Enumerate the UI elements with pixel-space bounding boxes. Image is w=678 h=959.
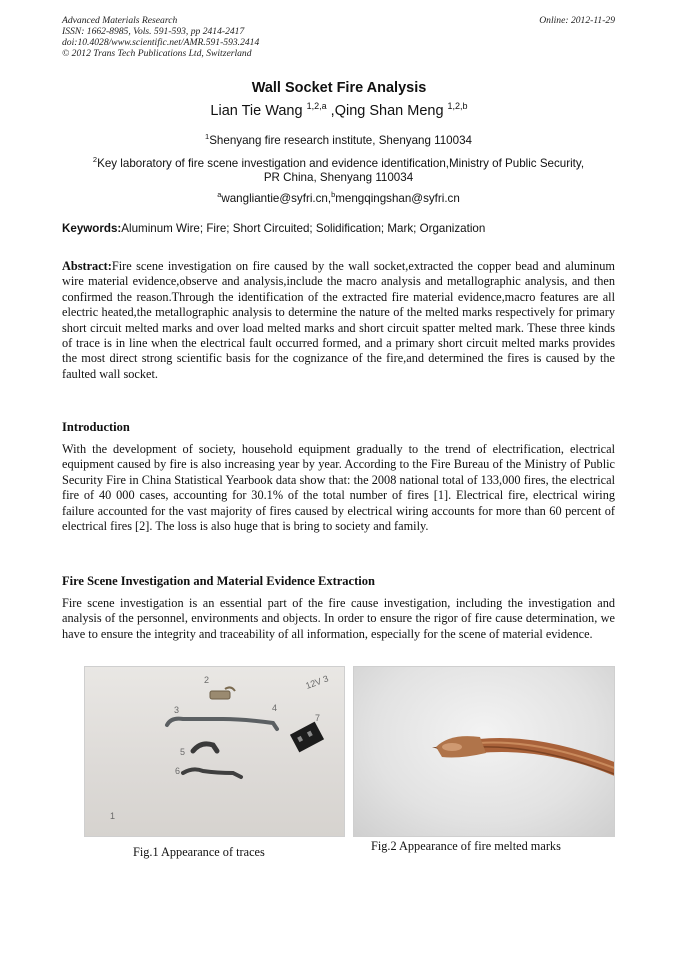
abstract	[62, 259, 615, 382]
figure-2-image	[353, 666, 615, 837]
figure-1-caption: Fig.1 Appearance of traces	[133, 845, 265, 859]
keywords-text: Aluminum Wire; Fire; Short Circuited; Solidification; Mark; Organization	[121, 222, 486, 235]
intro-heading: Introduction	[62, 420, 130, 434]
paper-title: Wall Socket Fire Analysis	[251, 80, 427, 96]
author-2-name: Qing Shan Meng	[334, 102, 448, 119]
affiliation-2-sup: 2	[92, 155, 98, 164]
bottom-wire-trace	[183, 769, 241, 777]
email-a-sup: a	[217, 190, 222, 199]
long-wire-trace	[167, 719, 277, 729]
journal-copyright: © 2012 Trans Tech Publications Ltd, Switzerland	[62, 48, 252, 59]
affiliation-2-line2: PR China, Shenyang 110034	[263, 170, 414, 184]
journal-name: Advanced Materials Research	[62, 15, 178, 26]
copper-wire	[479, 738, 614, 777]
abstract-text: Fire scene investigation on fire caused by the wall socket,extracted the copper bead and aluminum wire material evidence,observe and analysis,include the macro analysis and metallographic analysis, and then confirmed the reason.Through the identification of the extracted fire material evidence,macro features are all electric heated,the metallographic analysis to determine the nature of the melted marks respectively for primary short circuit melted marks and over load melted marks and short circuit spatter melted mark. These three kinds of trace is in line when the electrical fault occurred formed, and a primary short circuit melted marks provides the most direct strong scientific basis for the cognizance of the fire,and determined the fires is caused by the faulted wall socket.	[62, 259, 615, 381]
pen-mark-5: 5	[180, 747, 186, 757]
email-b-sup: b	[331, 190, 336, 199]
affiliation-1-sup: 1	[205, 132, 210, 141]
pen-mark-1: 1	[110, 811, 116, 821]
affiliation-1	[62, 130, 615, 148]
pen-mark-7: 7	[315, 713, 321, 723]
author-2-sup: 1,2,b	[447, 101, 468, 111]
figure-2-caption: Fig.2 Appearance of fire melted marks	[371, 839, 561, 853]
metal-clip-trace	[210, 687, 235, 699]
pen-mark-2: 2	[204, 675, 210, 685]
figure-1-image	[84, 666, 345, 837]
pen-mark-6: 6	[175, 766, 181, 776]
keywords-label: Keywords:	[62, 222, 122, 235]
affiliation-2-line1: Key laboratory of fire scene investigation and evidence identification,Ministry of Public Security,	[97, 156, 585, 170]
email-a: wangliantie@syfri.cn,	[221, 191, 332, 205]
emails	[62, 188, 615, 206]
author-line	[0, 101, 678, 119]
journal-doi: doi:10.4028/www.scientific.net/AMR.591-593.2414	[62, 37, 260, 48]
affiliation-1-text: Shenyang fire research institute, Shenyang 110034	[209, 133, 472, 147]
figure-1-drawing	[85, 667, 344, 836]
figure-2-drawing	[354, 667, 614, 836]
bent-wire-trace	[193, 744, 217, 751]
journal-header	[62, 15, 615, 59]
pen-mark-4: 4	[272, 703, 278, 713]
abstract-label: Abstract:	[62, 259, 112, 273]
pen-mark-3: 3	[174, 705, 180, 715]
author-1-sup: 1,2,a	[306, 101, 327, 111]
socket-fragment-trace	[290, 722, 324, 753]
section2-text: Fire scene investigation is an essential part of the fire cause investigation, including the investigation and analysis of the personnel, environments and objects. In order to ensure the rigor of fire cause determination, we have to ensure the integrity and traceability of all information, especially for the scene of material evidence.	[62, 596, 615, 641]
journal-issn: ISSN: 1662-8985, Vols. 591-593, pp 2414-2417	[62, 26, 245, 37]
email-b: mengqingshan@syfri.cn	[335, 191, 460, 205]
author-separator: ,	[326, 102, 335, 119]
intro-text: With the development of society, household equipment gradually to the trend of electrification, electrical equipment caused by fire is also increasing year by year. According to the Fire Bureau of the Ministry of Public Security Fire in China Statistical Yearbook data show that: the 2008 national total of 133,000 fires, the electrical fire of 40 000 cases, accounting for 30.1% of the total number of fires [1]. Electrical fire, electrical wiring failure accounted for the vast majority of fires caused by electrical wiring accounts for more than 60 percent of electrical fires [2]. The loss is also huge that is bring to society and family.	[62, 442, 615, 534]
online-date: Online: 2012-11-29	[539, 15, 615, 26]
keywords	[62, 222, 615, 235]
melted-bead	[432, 736, 486, 757]
affiliation-2	[62, 153, 615, 185]
pen-note: 12V 3	[304, 673, 330, 691]
section2-heading: Fire Scene Investigation and Material Evidence Extraction	[62, 574, 375, 588]
author-1-name: Lian Tie Wang	[210, 102, 307, 119]
